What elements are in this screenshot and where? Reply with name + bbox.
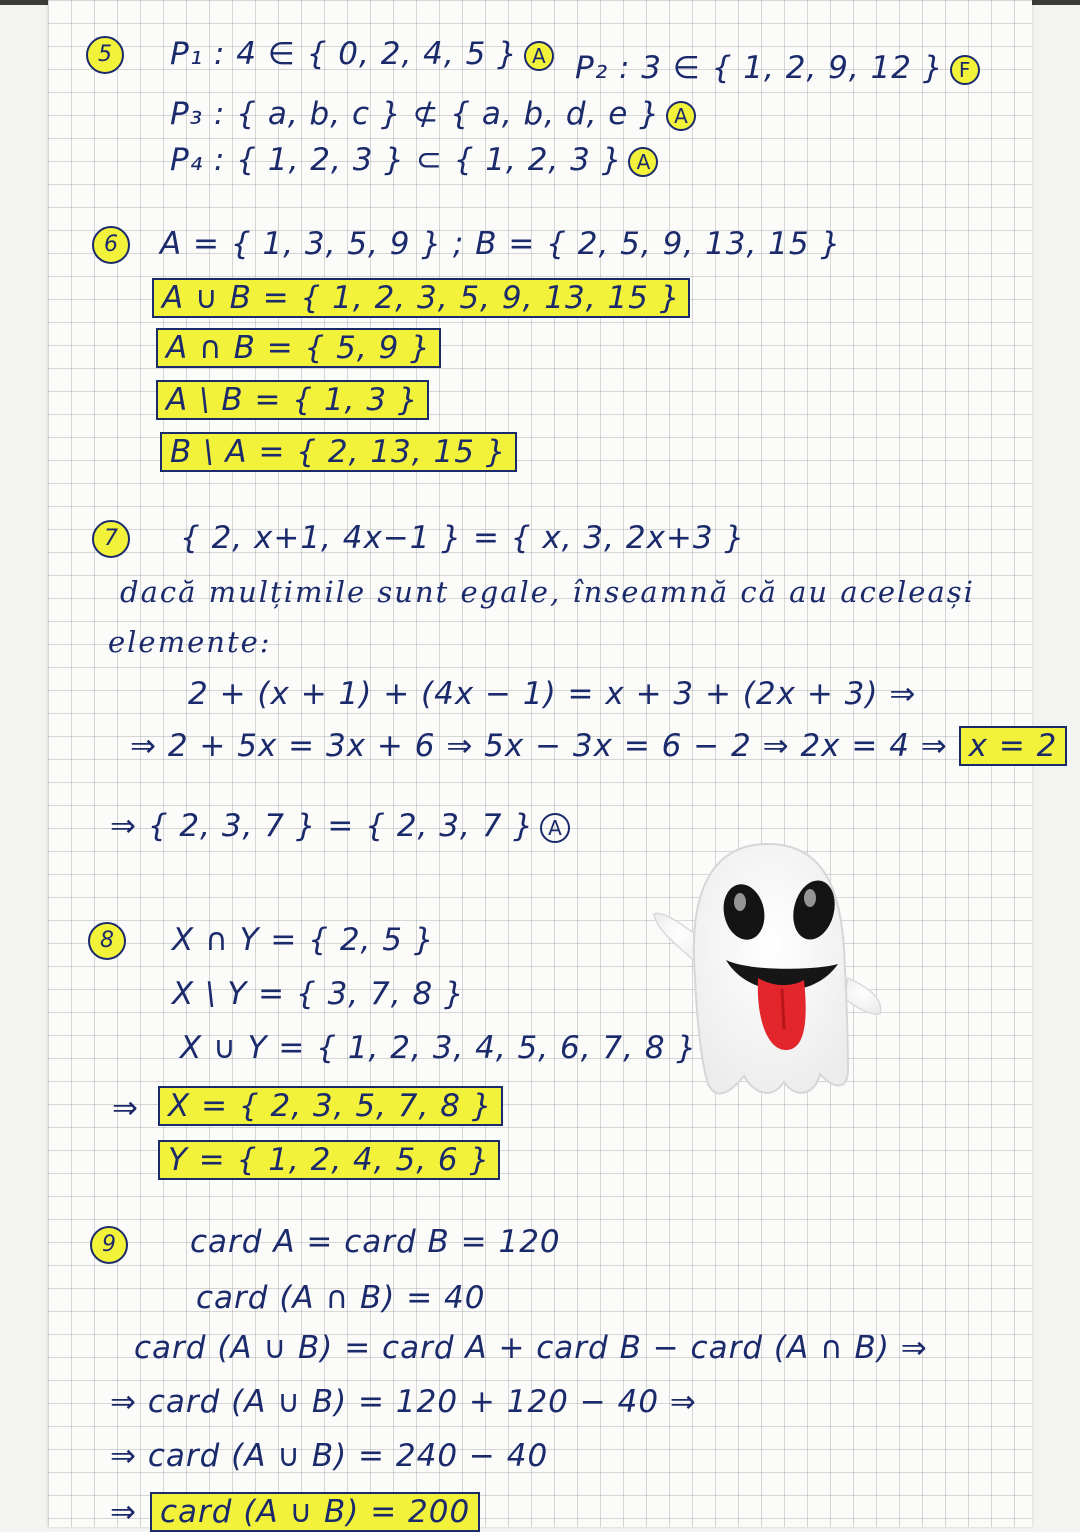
- exercise-6-number: 6: [92, 226, 130, 264]
- ex5-p2: [575, 50, 980, 86]
- exercise-7-number: 7: [92, 520, 130, 558]
- ex7-eq2: [130, 728, 1067, 764]
- ex9-line1: card A = card B = 120: [190, 1224, 561, 1260]
- ex9-line5: ⇒ card (A ∪ B) = 240 − 40: [110, 1438, 549, 1474]
- exercise-9-number: 9: [90, 1226, 128, 1264]
- ex9-line3: card (A ∪ B) = card A + card B − card (A ∩ B) ⇒: [134, 1330, 928, 1366]
- ex6-b-minus-a: B \ A = { 2, 13, 15 }: [160, 432, 517, 472]
- ex6-intersection: A ∩ B = { 5, 9 }: [156, 328, 441, 368]
- ex5-p2-verdict: F: [950, 55, 980, 85]
- ex7-answer: x = 2: [959, 726, 1068, 766]
- ex5-p2-text: P₂ : 3 ∈ { 1, 2, 9, 12 }: [575, 50, 944, 86]
- ex8-difference: X \ Y = { 3, 7, 8 }: [172, 976, 465, 1012]
- ex5-p4-verdict: A: [628, 147, 658, 177]
- ex5-p4-text: P₄ : { 1, 2, 3 } ⊂ { 1, 2, 3 }: [170, 142, 623, 178]
- ex7-eq1: 2 + (x + 1) + (4x − 1) = x + 3 + (2x + 3) ⇒: [188, 676, 917, 712]
- ex7-text-line1: dacă mulțimile sunt egale, înseamnă că au aceleași: [120, 575, 975, 609]
- ex6-given: A = { 1, 3, 5, 9 } ; B = { 2, 5, 9, 13, 15 }: [160, 226, 842, 262]
- ex5-p1-text: P₁ : 4 ∈ { 0, 2, 4, 5 }: [170, 36, 518, 72]
- ex7-check-text: ⇒ { 2, 3, 7 } = { 2, 3, 7 }: [110, 808, 534, 844]
- ghost-emoji-icon: [648, 838, 888, 1106]
- ex7-check: [110, 808, 570, 844]
- ex6-union: A ∪ B = { 1, 2, 3, 5, 9, 13, 15 }: [152, 278, 690, 318]
- ex8-intersection: X ∩ Y = { 2, 5 }: [172, 922, 435, 958]
- ex5-p3-verdict: A: [666, 101, 696, 131]
- ex7-text-line2: elemente:: [108, 625, 272, 659]
- exercise-8-number: 8: [88, 922, 126, 960]
- ex9-line2: card (A ∩ B) = 40: [196, 1280, 486, 1316]
- ex7-sets: { 2, x+1, 4x−1 } = { x, 3, 2x+3 }: [180, 520, 746, 556]
- ex7-eq2-text: ⇒ 2 + 5x = 3x + 6 ⇒ 5x − 3x = 6 − 2 ⇒ 2x = 4 ⇒: [130, 728, 948, 764]
- ex6-a-minus-b: A \ B = { 1, 3 }: [156, 380, 429, 420]
- ex9-result: card (A ∪ B) = 200: [150, 1492, 480, 1532]
- ex5-p1-verdict: A: [524, 41, 554, 71]
- ex5-p3: [170, 96, 696, 132]
- ex9-arrow: ⇒: [110, 1494, 137, 1530]
- ex9-line4: ⇒ card (A ∪ B) = 120 + 120 − 40 ⇒: [110, 1384, 697, 1420]
- ex8-x-result: X = { 2, 3, 5, 7, 8 }: [158, 1086, 503, 1126]
- ex7-check-verdict: A: [540, 813, 570, 843]
- exercise-5-number: 5: [86, 36, 124, 74]
- ex5-p3-text: P₃ : { a, b, c } ⊄ { a, b, d, e }: [170, 96, 660, 132]
- ex5-p4: [170, 142, 658, 178]
- ex8-y-result: Y = { 1, 2, 4, 5, 6 }: [158, 1140, 500, 1180]
- ex5-p1: [170, 36, 554, 72]
- ex8-arrow: ⇒: [112, 1090, 139, 1126]
- ex8-union: X ∪ Y = { 1, 2, 3, 4, 5, 6, 7, 8 }: [180, 1030, 698, 1066]
